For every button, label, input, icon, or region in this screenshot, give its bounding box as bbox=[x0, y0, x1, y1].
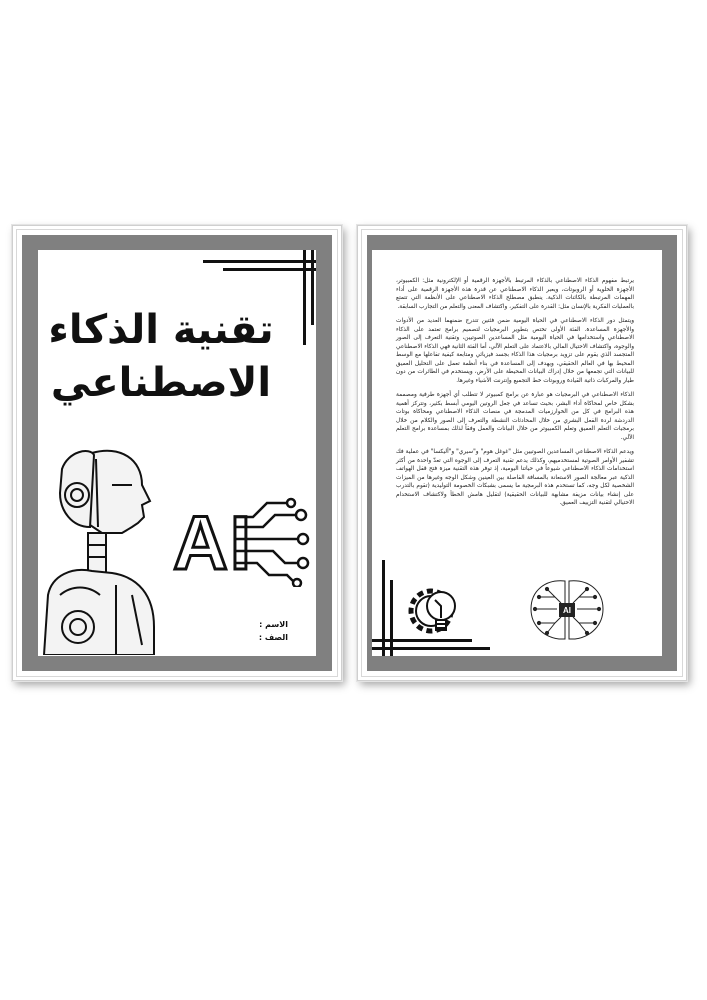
left-poster-frame bbox=[12, 225, 342, 681]
article-paragraph: ويتمثل دور الذكاء الاصطناعي في الحياة اليومية ضمن فئتين تتدرج ضمنهما العديد من الأدوات والأجهزة المساعدة. الفئة الأولى تختص بتطوير البرمجيات لتصميم برامج تعتمد على الذكاء الاصطناعي واستخدامها في الحياة اليومية مثل المساعدين الصوتيين، وتقنية التعرف إلى الصور والوجوه، واكتشاف الاحتيال المالي بالاعتماد على التعلم الآلي، أما الفئة الثانية فهي الذكاء الاصطناعي المتجسد الذي يقوم على تزويد برمجيات هذا الذكاء بجسد فيزيائي ومتابعة كيفية تفاعلها مع الوسط المحيط بها في العالم الحقيقي، ويهدف إلى المساعدة في بناء أنظمة تعمل على التحليل العميق للبيانات التي تجمعها من خلال إدراك البيانات المحيطة على الأرض، ويستخدم في الطائرات من دون طيار والمركبات ذاتية القيادة وروبوتات خط التجميع وإنترنت الأشياء وغيرها. bbox=[396, 318, 634, 384]
poster-title-line2: الاصطناعي bbox=[50, 360, 272, 406]
article-paragraph: الذكاء الاصطناعي في البرمجيات هو عبارة عن برامج كمبيوتر لا تتطلب أي أجهزة طرفية ومصممة بشكل خاص لمحاكاة أداء البشر، بحيث تساعد في جعل الروتين اليومي أبسط بكثير، وتتركز أهمية هذه البرامج في كل من الخوارزميات المدمجة في منصات الذكاء الاصطناعي ومحاكاة بوتات الدردشة لردة الفعل البشري من خلال المحادثات النشطة والتعرف إلى الصور والكلام من خلال برمجيات التعلم العميق وتعلم الكمبيوتر من خلال البيانات والعمل وفقاً لذلك بمساعدة برامج التعلم الآلي. bbox=[396, 392, 634, 441]
gear-bulb-icon bbox=[405, 580, 467, 642]
student-fields bbox=[259, 618, 288, 644]
corner-line bbox=[311, 250, 314, 325]
class-label: الصف : bbox=[258, 633, 288, 642]
brain-circuit-icon bbox=[525, 577, 609, 647]
corner-line bbox=[390, 580, 393, 656]
left-poster-paper bbox=[38, 250, 316, 656]
article-paragraph: ويدعم الذكاء الاصطناعي المساعدين الصوتيين مثل "غوغل هوم" و"سيري" و"أليكسا" في عملية فك تشفير الأوامر الصوتية لمستخدميهم، وكذلك يدعم تقنية التعرف إلى الوجوه التي تعدّ واحدة من أكثر استخدامات الذكاء الاصطناعي شيوعاً في حياتنا اليومية، إذ توفر هذه التقنية ميزة فتح قفل الهواتف الذكية عبر معالجة الصور الاستعانة بالمسافة الفاصلة بين العينين وشكل الوجه وغيرها من الميزات الشخصية لكل وجه، كما تستخدم هذه البرمجية ما يسمى بشبكات الخصومة التوليدية (تقوم بالتدرب على إنشاء بيانات مزيفة مشابهة للبيانات الحقيقية) لتقليل هامش الخطأ ولاكتشاف الاستخدام الاحتيالي لتقنية التزييف العميق. bbox=[396, 449, 634, 506]
robot-icon bbox=[42, 445, 172, 655]
article-text bbox=[396, 277, 634, 514]
ai-logo-text: AI bbox=[173, 501, 253, 586]
corner-line bbox=[372, 639, 472, 642]
corner-line bbox=[203, 260, 316, 263]
corner-line bbox=[303, 250, 306, 345]
poster-title-line1: تقنية الذكاء bbox=[48, 307, 274, 353]
chip-label: AI bbox=[563, 606, 571, 615]
name-label: الاسم : bbox=[259, 620, 288, 629]
corner-line bbox=[382, 560, 385, 656]
circuit-icon bbox=[233, 497, 313, 587]
right-poster-paper bbox=[372, 250, 662, 656]
article-paragraph: يرتبط مفهوم الذكاء الاصطناعي بالذكاء المرتبط بالأجهزة الرقمية أو الإلكترونية مثل: الكمبيوتر، الأجهزة الخلوية أو الروبوتات، ويعبر الذكاء الاصطناعي عن قدرة هذه الأجهزة الرقمية على أداء المهمات المرتبطة بالكائنات الذكية. ينطبق مصطلح الذكاء الاصطناعي على الأنظمة التي تتمتع بالعمليات الفكرية بالإنسان مثل: القدرة على التفكير، واكتشاف المعنى والتعلم من التجارب السابقة. bbox=[396, 278, 634, 310]
right-poster-frame bbox=[357, 225, 687, 681]
